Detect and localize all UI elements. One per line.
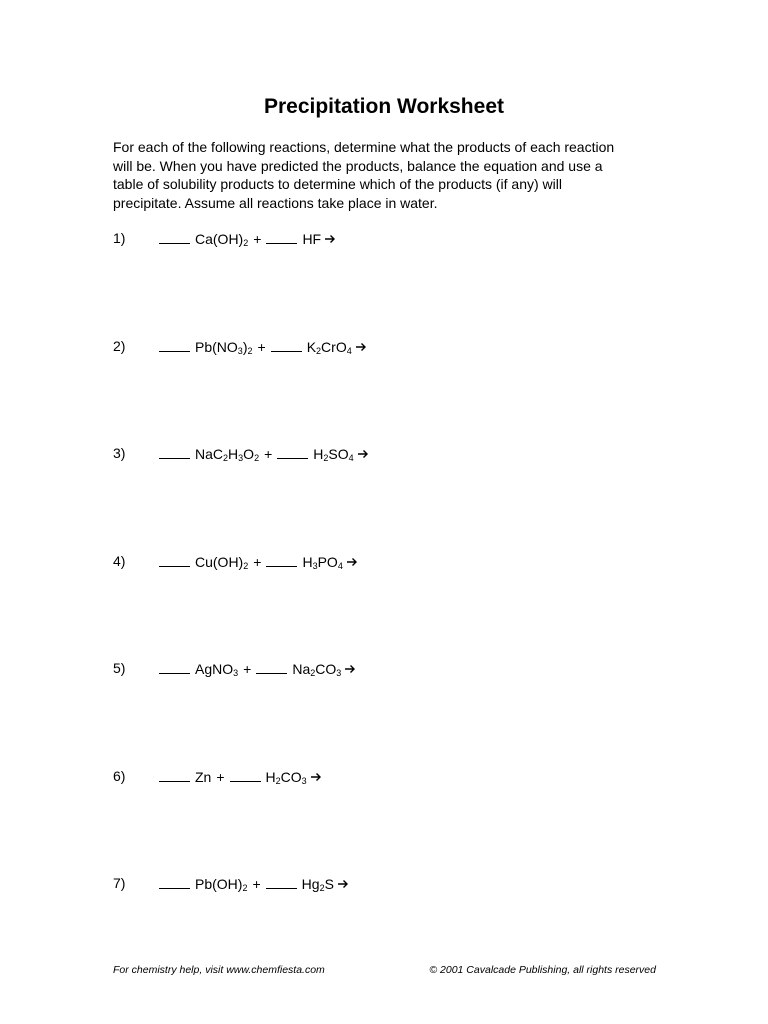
formula-text: CrO (321, 338, 347, 355)
reactant-2 (302, 554, 342, 570)
formula-text: K (306, 338, 317, 355)
reaction-equation (159, 767, 322, 786)
reaction-equation (159, 337, 367, 356)
formula-subscript: 3 (238, 453, 244, 463)
reactant-1 (195, 661, 238, 677)
formula-subscript: 4 (346, 345, 352, 356)
reactant-2 (266, 769, 307, 785)
formula-text: CO (280, 768, 302, 785)
formula-text: H (265, 768, 276, 785)
coefficient-blank[interactable] (159, 552, 190, 567)
plus-sign: + (243, 661, 252, 677)
coefficient-blank[interactable] (159, 337, 190, 352)
formula-subscript: 2 (275, 775, 281, 786)
formula-subscript: 3 (301, 775, 307, 786)
formula-subscript: 2 (254, 453, 260, 463)
instructions-line: will be. When you have predicted the products, balance the equation and use a (113, 157, 603, 174)
reactant-1 (195, 231, 248, 247)
formula-subscript: 4 (348, 453, 354, 463)
formula-text: HF (302, 231, 322, 247)
plus-sign: + (257, 338, 266, 355)
reactant-1 (195, 769, 211, 785)
reactant-2 (292, 661, 341, 677)
problem-number: 1) (113, 230, 126, 246)
problem-number: 6) (113, 767, 126, 784)
formula-text: Zn (195, 768, 212, 785)
formula-text: S (324, 876, 334, 892)
reaction-arrow-icon (344, 663, 356, 675)
problem-number: 5) (113, 660, 126, 676)
formula-text: Cu(OH) (195, 553, 244, 570)
formula-subscript: 2 (243, 560, 249, 571)
plus-sign: + (253, 231, 262, 247)
reactant-2 (313, 446, 353, 462)
formula-subscript: 2 (242, 883, 248, 893)
instructions-line: precipitate. Assume all reactions take place in water. (113, 194, 438, 211)
coefficient-blank[interactable] (159, 659, 190, 674)
formula-subscript: 2 (223, 453, 229, 463)
coefficient-blank[interactable] (159, 229, 190, 244)
plus-sign: + (216, 768, 225, 785)
plus-sign: + (252, 876, 261, 892)
formula-text: Pb(OH) (195, 876, 243, 892)
formula-text: Hg (301, 876, 320, 892)
reaction-arrow-icon (355, 341, 367, 353)
coefficient-blank[interactable] (159, 767, 190, 782)
plus-sign: + (264, 446, 273, 462)
reactant-1 (195, 446, 259, 462)
formula-subscript: 2 (316, 345, 322, 356)
reaction-equation (159, 552, 358, 571)
reaction-arrow-icon (324, 233, 336, 245)
reactant-1 (195, 554, 248, 570)
problem-number: 2) (113, 337, 126, 354)
formula-text: AgNO (195, 661, 234, 677)
problem-number: 7) (113, 875, 126, 891)
formula-text: Pb(NO (195, 338, 238, 355)
formula-text: Ca(OH) (195, 231, 244, 247)
coefficient-blank[interactable] (256, 659, 287, 674)
reaction-arrow-icon (337, 878, 349, 890)
coefficient-blank[interactable] (159, 444, 190, 459)
formula-subscript: 4 (337, 560, 343, 571)
reactant-2 (307, 339, 352, 355)
footer-copyright: © 2001 Cavalcade Publishing, all rights reserved (429, 964, 656, 976)
instructions-line: table of solubility products to determine which of the products (if any) will (113, 176, 562, 192)
coefficient-blank[interactable] (277, 444, 308, 459)
coefficient-blank[interactable] (159, 874, 190, 889)
formula-subscript: 2 (323, 453, 329, 463)
reaction-arrow-icon (357, 448, 369, 460)
reaction-equation (159, 444, 369, 463)
formula-text: CO (315, 661, 337, 677)
formula-text: H (228, 446, 239, 462)
reactant-1 (195, 339, 253, 355)
coefficient-blank[interactable] (266, 229, 297, 244)
formula-subscript: 2 (319, 883, 325, 893)
formula-subscript: 2 (310, 668, 316, 678)
formula-text: H (302, 553, 313, 570)
reaction-arrow-icon (310, 771, 322, 783)
formula-subscript: 3 (312, 560, 318, 571)
footer-help-link-text: For chemistry help, visit www.chemfiesta.com (113, 964, 325, 976)
problem-number: 4) (113, 552, 126, 569)
formula-subscript: 2 (243, 238, 249, 248)
coefficient-blank[interactable] (266, 552, 297, 567)
instructions-line: For each of the following reactions, determine what the products of each reaction (113, 139, 615, 155)
coefficient-blank[interactable] (271, 337, 302, 352)
problem-number: 3) (113, 445, 126, 461)
reaction-equation (159, 874, 349, 893)
formula-text: PO (317, 553, 338, 570)
formula-text: SO (328, 446, 349, 462)
formula-text: Na (292, 661, 311, 677)
coefficient-blank[interactable] (266, 874, 297, 889)
formula-subscript: 2 (247, 345, 253, 356)
reactant-2 (302, 876, 334, 892)
formula-text: ) (242, 338, 248, 355)
instructions (113, 138, 673, 212)
formula-text: H (313, 446, 324, 462)
reaction-arrow-icon (346, 556, 358, 568)
reactant-2 (302, 231, 321, 247)
formula-text: NaC (195, 446, 224, 462)
reaction-equation (159, 659, 356, 678)
formula-subscript: 3 (336, 668, 342, 678)
formula-subscript: 3 (233, 668, 239, 678)
reaction-equation (159, 229, 336, 248)
reactant-1 (195, 876, 247, 892)
formula-text: O (243, 446, 255, 462)
coefficient-blank[interactable] (230, 767, 261, 782)
page-title: Precipitation Worksheet (263, 95, 504, 118)
formula-subscript: 3 (237, 345, 243, 356)
plus-sign: + (253, 553, 262, 570)
